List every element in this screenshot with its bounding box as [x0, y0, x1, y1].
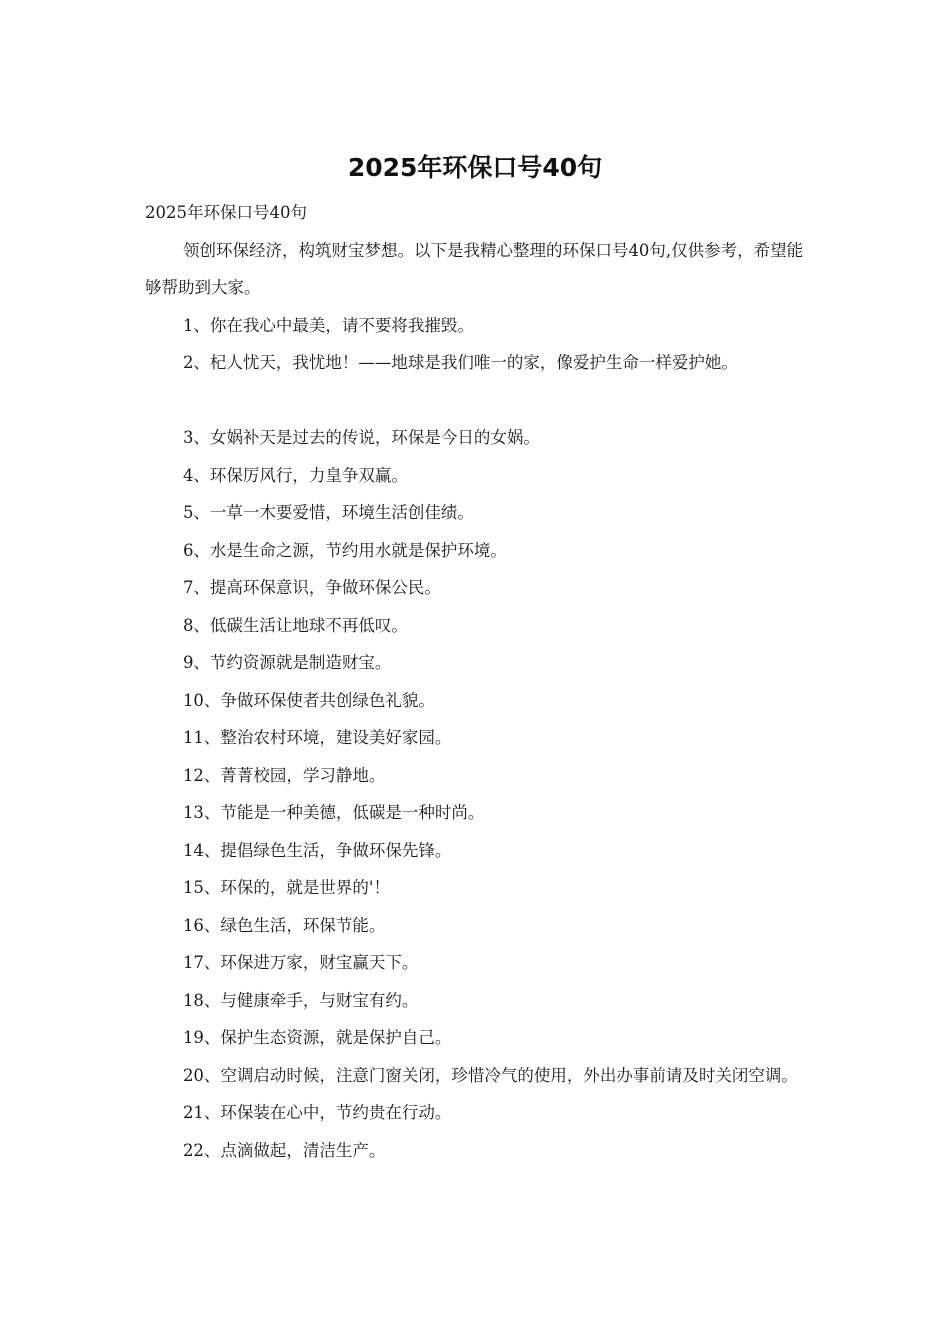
document-body — [145, 194, 815, 1169]
slogan-item: 17、环保进万家，财宝赢天下。 — [182, 953, 419, 972]
slogan-item: 9、节约资源就是制造财宝。 — [182, 653, 392, 672]
slogan-item: 8、低碳生活让地球不再低叹。 — [182, 615, 408, 635]
slogan-item: 19、保护生态资源，就是保护自己。 — [182, 1028, 452, 1047]
document-title: 2025年环保口号40句 — [347, 153, 603, 182]
slogan-item: 4、环保厉风行，力皇争双赢。 — [182, 465, 408, 485]
document-subtitle: 2025年环保口号40句 — [145, 203, 307, 222]
slogan-item: 18、与健康牵手，与财宝有约。 — [182, 990, 419, 1010]
slogan-item: 10、争做环保使者共创绿色礼貌。 — [182, 690, 435, 710]
slogan-item: 1、你在我心中最美，请不要将我摧毁。 — [182, 315, 474, 335]
slogan-item: 6、水是生命之源，节约用水就是保护环境。 — [182, 540, 507, 560]
slogan-item: 21、环保装在心中，节约贵在行动。 — [182, 1103, 452, 1122]
slogan-item: 2、杞人忧天，我忧地！——地球是我们唯一的家，像爱护生命一样爱护她。 — [182, 353, 738, 372]
slogan-item: 15、环保的，就是世界的'！ — [182, 878, 390, 897]
slogan-item: 22、点滴做起，清洁生产。 — [182, 1140, 386, 1160]
slogan-item: 20、空调启动时候，注意门窗关闭，珍惜冷气的使用，外出办事前请及时关闭空调。 — [182, 1065, 798, 1085]
slogan-item: 16、绿色生活，环保节能。 — [182, 915, 386, 935]
slogan-item: 5、一草一木要爱惜，环境生活创佳绩。 — [182, 503, 474, 522]
blank-line — [145, 382, 815, 420]
slogan-item: 7、提高环保意识，争做环保公民。 — [182, 578, 441, 597]
slogan-item: 13、节能是一种美德，低碳是一种时尚。 — [182, 803, 485, 822]
slogan-item: 14、提倡绿色生活，争做环保先锋。 — [182, 840, 452, 860]
slogan-item: 3、女娲补天是过去的传说，环保是今日的女娲。 — [182, 428, 540, 447]
slogan-item: 11、整治农村环境，建设美好家园。 — [182, 728, 452, 747]
slogan-item: 12、菁菁校园，学习静地。 — [182, 765, 386, 785]
intro-paragraph: 领创环保经济，构筑财宝梦想。以下是我精心整理的环保口号40句,仅供参考，希望能够帮助到大家。 — [145, 240, 804, 297]
